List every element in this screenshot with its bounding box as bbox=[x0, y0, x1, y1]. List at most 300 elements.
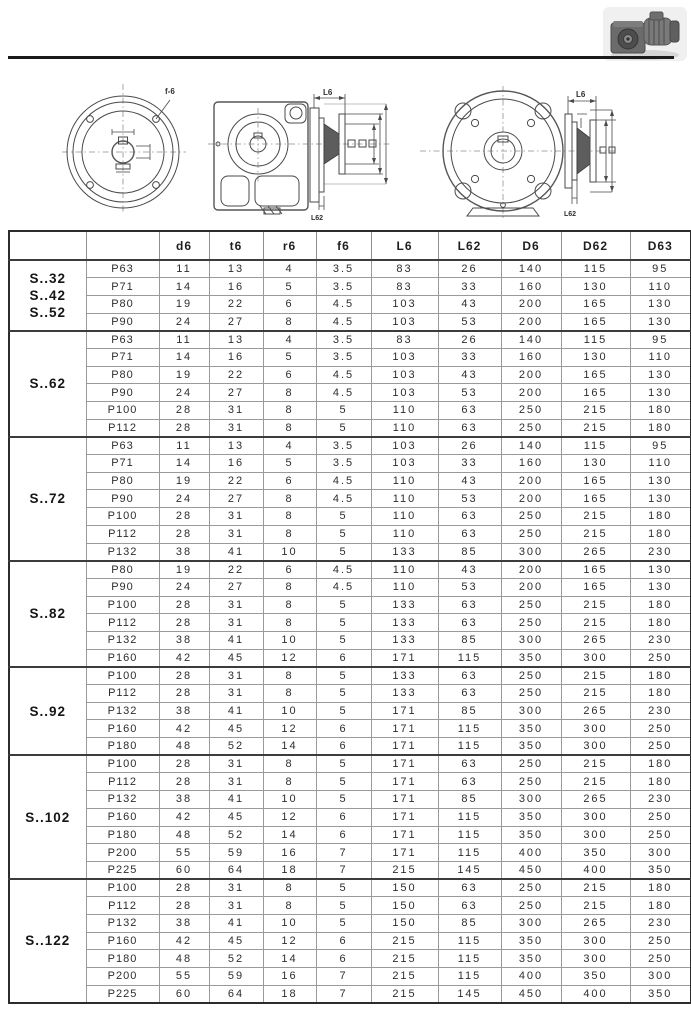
dim-value-cell: 300 bbox=[561, 720, 630, 738]
dim-value-cell: 450 bbox=[501, 861, 561, 879]
dim-value-cell: 22 bbox=[209, 366, 263, 384]
dim-value-cell: 83 bbox=[371, 260, 438, 278]
dim-value-cell: 14 bbox=[263, 738, 316, 756]
dim-value-cell: 3.5 bbox=[316, 331, 371, 349]
motor-size-cell: P180 bbox=[86, 738, 159, 756]
dim-value-cell: 165 bbox=[561, 384, 630, 402]
dim-value-cell: 13 bbox=[209, 331, 263, 349]
dim-value-cell: 3.5 bbox=[316, 260, 371, 278]
table-row bbox=[9, 455, 691, 473]
dim-value-cell: 38 bbox=[159, 631, 209, 649]
motor-size-cell: P112 bbox=[86, 419, 159, 437]
series-label-0: S..32 S..42 S..52 bbox=[9, 260, 86, 331]
dim-value-cell: 140 bbox=[501, 260, 561, 278]
dim-value-cell: 5 bbox=[316, 685, 371, 703]
dim-value-cell: 12 bbox=[263, 932, 316, 950]
dim-value-cell: 8 bbox=[263, 578, 316, 596]
dim-value-cell: 55 bbox=[159, 968, 209, 986]
dim-value-cell: 180 bbox=[630, 614, 691, 632]
dim-value-cell: 4 bbox=[263, 331, 316, 349]
dim-value-cell: 350 bbox=[630, 861, 691, 879]
shaft-bore-detail bbox=[112, 129, 150, 172]
dim-value-cell: 171 bbox=[371, 826, 438, 844]
dim-value-cell: 22 bbox=[209, 561, 263, 579]
dim-value-cell: 42 bbox=[159, 808, 209, 826]
dim-value-cell: 300 bbox=[561, 826, 630, 844]
dim-value-cell: 110 bbox=[630, 455, 691, 473]
dim-value-cell: 215 bbox=[561, 508, 630, 526]
dim-value-cell: 5 bbox=[263, 278, 316, 296]
dim-label-l6: L6 bbox=[576, 90, 586, 99]
dim-value-cell: 300 bbox=[561, 808, 630, 826]
dim-value-cell: 230 bbox=[630, 702, 691, 720]
dim-value-cell: 31 bbox=[209, 667, 263, 685]
dim-value-cell: 165 bbox=[561, 490, 630, 508]
dim-value-cell: 110 bbox=[371, 525, 438, 543]
motor-size-cell: P180 bbox=[86, 950, 159, 968]
dim-value-cell: 28 bbox=[159, 773, 209, 791]
dim-value-cell: 28 bbox=[159, 614, 209, 632]
bolt-hole-label: f-6 bbox=[165, 87, 175, 96]
motor-size-cell: P160 bbox=[86, 808, 159, 826]
dim-value-cell: 5 bbox=[316, 702, 371, 720]
dim-value-cell: 7 bbox=[316, 985, 371, 1003]
dim-value-cell: 110 bbox=[630, 348, 691, 366]
dim-value-cell: 6 bbox=[263, 472, 316, 490]
dim-value-cell: 265 bbox=[561, 791, 630, 809]
dim-value-cell: 31 bbox=[209, 596, 263, 614]
dim-value-cell: 6 bbox=[316, 932, 371, 950]
dim-value-cell: 140 bbox=[501, 437, 561, 455]
dim-value-cell: 5 bbox=[316, 667, 371, 685]
dim-value-cell: 250 bbox=[630, 738, 691, 756]
dim-value-cell: 250 bbox=[501, 596, 561, 614]
dim-value-cell: 115 bbox=[561, 437, 630, 455]
motor-size-cell: P100 bbox=[86, 667, 159, 685]
dim-value-cell: 250 bbox=[501, 773, 561, 791]
dim-value-cell: 13 bbox=[209, 437, 263, 455]
motor-size-cell: P63 bbox=[86, 260, 159, 278]
dim-value-cell: 83 bbox=[371, 331, 438, 349]
dim-value-cell: 6 bbox=[316, 808, 371, 826]
dim-value-cell: 31 bbox=[209, 897, 263, 915]
dim-value-cell: 165 bbox=[561, 295, 630, 313]
dim-value-cell: 8 bbox=[263, 490, 316, 508]
dim-value-cell: 171 bbox=[371, 720, 438, 738]
dim-value-cell: 165 bbox=[561, 313, 630, 331]
dim-value-cell: 115 bbox=[438, 844, 501, 862]
dim-value-cell: 115 bbox=[438, 932, 501, 950]
dim-value-cell: 41 bbox=[209, 791, 263, 809]
dim-value-cell: 200 bbox=[501, 490, 561, 508]
dimension-lines bbox=[311, 88, 388, 222]
col-header-r6: r6 bbox=[263, 231, 316, 260]
dim-value-cell: 63 bbox=[438, 897, 501, 915]
dim-value-cell: 265 bbox=[561, 631, 630, 649]
dim-value-cell: 160 bbox=[501, 278, 561, 296]
dim-value-cell: 53 bbox=[438, 384, 501, 402]
dim-value-cell: 52 bbox=[209, 950, 263, 968]
table-row bbox=[9, 667, 691, 685]
dim-label-l62: L62 bbox=[311, 215, 324, 222]
dim-value-cell: 150 bbox=[371, 897, 438, 915]
dim-value-cell: 103 bbox=[371, 348, 438, 366]
dim-value-cell: 48 bbox=[159, 826, 209, 844]
table-row bbox=[9, 914, 691, 932]
dim-value-cell: 8 bbox=[263, 402, 316, 420]
dim-value-cell: 85 bbox=[438, 631, 501, 649]
series-label-5: S..102 bbox=[9, 755, 86, 879]
table-row bbox=[9, 437, 691, 455]
table-row bbox=[9, 366, 691, 384]
dim-value-cell: 8 bbox=[263, 596, 316, 614]
dim-value-cell: 300 bbox=[561, 932, 630, 950]
dim-value-cell: 350 bbox=[501, 720, 561, 738]
dim-value-cell: 350 bbox=[501, 826, 561, 844]
gearbox-body bbox=[214, 102, 308, 214]
dim-value-cell: 103 bbox=[371, 295, 438, 313]
motor-size-cell: P132 bbox=[86, 791, 159, 809]
dim-value-cell: 8 bbox=[263, 419, 316, 437]
dim-value-cell: 42 bbox=[159, 932, 209, 950]
dim-value-cell: 22 bbox=[209, 295, 263, 313]
series-label-4: S..92 bbox=[9, 667, 86, 755]
dim-value-cell: 28 bbox=[159, 879, 209, 897]
dim-value-cell: 16 bbox=[209, 278, 263, 296]
dim-value-cell: 103 bbox=[371, 366, 438, 384]
dim-value-cell: 8 bbox=[263, 614, 316, 632]
table-row bbox=[9, 278, 691, 296]
table-row bbox=[9, 755, 691, 773]
motor-size-cell: P63 bbox=[86, 331, 159, 349]
dim-value-cell: 215 bbox=[371, 861, 438, 879]
dim-value-cell: 150 bbox=[371, 914, 438, 932]
dim-value-cell: 10 bbox=[263, 702, 316, 720]
dim-value-cell: 5 bbox=[316, 402, 371, 420]
dim-value-cell: 53 bbox=[438, 313, 501, 331]
dim-value-cell: 171 bbox=[371, 649, 438, 667]
dim-value-cell: 4.5 bbox=[316, 472, 371, 490]
dim-value-cell: 26 bbox=[438, 437, 501, 455]
dim-value-cell: 300 bbox=[501, 702, 561, 720]
dim-value-cell: 60 bbox=[159, 985, 209, 1003]
dim-value-cell: 110 bbox=[371, 578, 438, 596]
dim-value-cell: 300 bbox=[501, 631, 561, 649]
dim-value-cell: 63 bbox=[438, 402, 501, 420]
dimension-table bbox=[8, 230, 691, 1004]
dim-value-cell: 7 bbox=[316, 844, 371, 862]
motor-size-cell: P90 bbox=[86, 384, 159, 402]
dim-value-cell: 24 bbox=[159, 313, 209, 331]
dim-value-cell: 110 bbox=[630, 278, 691, 296]
dim-value-cell: 8 bbox=[263, 897, 316, 915]
dim-value-cell: 5 bbox=[316, 897, 371, 915]
gearbox-side-view-drawing bbox=[208, 84, 392, 222]
dim-value-cell: 171 bbox=[371, 702, 438, 720]
dim-value-cell: 16 bbox=[263, 968, 316, 986]
dim-value-cell: 180 bbox=[630, 525, 691, 543]
dim-value-cell: 350 bbox=[501, 808, 561, 826]
table-row bbox=[9, 932, 691, 950]
dim-value-cell: 16 bbox=[263, 844, 316, 862]
dim-value-cell: 4 bbox=[263, 437, 316, 455]
dim-value-cell: 250 bbox=[501, 419, 561, 437]
col-header-blank-0 bbox=[9, 231, 86, 260]
dim-value-cell: 52 bbox=[209, 826, 263, 844]
dim-value-cell: 10 bbox=[263, 914, 316, 932]
dim-value-cell: 28 bbox=[159, 419, 209, 437]
motor-size-cell: P132 bbox=[86, 914, 159, 932]
dim-value-cell: 31 bbox=[209, 773, 263, 791]
dim-value-cell: 265 bbox=[561, 914, 630, 932]
dim-value-cell: 250 bbox=[501, 667, 561, 685]
dim-value-cell: 8 bbox=[263, 685, 316, 703]
table-row bbox=[9, 578, 691, 596]
dim-value-cell: 59 bbox=[209, 844, 263, 862]
dim-value-cell: 18 bbox=[263, 985, 316, 1003]
dim-value-cell: 110 bbox=[371, 508, 438, 526]
dim-value-cell: 115 bbox=[438, 968, 501, 986]
dim-value-cell: 160 bbox=[501, 348, 561, 366]
table-row bbox=[9, 685, 691, 703]
dim-value-cell: 6 bbox=[263, 366, 316, 384]
dim-value-cell: 24 bbox=[159, 384, 209, 402]
dim-value-cell: 5 bbox=[316, 614, 371, 632]
dim-value-cell: 11 bbox=[159, 260, 209, 278]
series-label-1: S..62 bbox=[9, 331, 86, 437]
table-row bbox=[9, 968, 691, 986]
table-header bbox=[9, 231, 691, 260]
dim-value-cell: 130 bbox=[630, 313, 691, 331]
dim-value-cell: 300 bbox=[561, 950, 630, 968]
table-body bbox=[9, 260, 691, 1003]
dim-value-cell: 160 bbox=[501, 455, 561, 473]
motor-size-cell: P112 bbox=[86, 685, 159, 703]
dim-value-cell: 12 bbox=[263, 720, 316, 738]
dim-value-cell: 5 bbox=[316, 543, 371, 561]
dim-value-cell: 180 bbox=[630, 508, 691, 526]
dim-value-cell: 8 bbox=[263, 879, 316, 897]
dim-value-cell: 4.5 bbox=[316, 313, 371, 331]
dim-value-cell: 42 bbox=[159, 720, 209, 738]
dim-value-cell: 26 bbox=[438, 260, 501, 278]
gearbox-front-view-drawing bbox=[418, 84, 622, 222]
dim-value-cell: 300 bbox=[561, 649, 630, 667]
col-header-blank-1 bbox=[86, 231, 159, 260]
dim-value-cell: 450 bbox=[501, 985, 561, 1003]
dim-value-cell: 31 bbox=[209, 419, 263, 437]
dim-value-cell: 6 bbox=[316, 720, 371, 738]
dim-value-cell: 41 bbox=[209, 631, 263, 649]
dim-value-cell: 31 bbox=[209, 879, 263, 897]
dim-value-cell: 115 bbox=[438, 649, 501, 667]
dim-value-cell: 28 bbox=[159, 755, 209, 773]
motor-size-cell: P225 bbox=[86, 985, 159, 1003]
dim-label-l62: L62 bbox=[564, 211, 577, 218]
motor-size-cell: P63 bbox=[86, 437, 159, 455]
dim-value-cell: 14 bbox=[159, 278, 209, 296]
col-header-d6: d6 bbox=[159, 231, 209, 260]
dim-value-cell: 171 bbox=[371, 844, 438, 862]
dim-value-cell: 6 bbox=[316, 738, 371, 756]
dim-value-cell: 180 bbox=[630, 755, 691, 773]
table-row bbox=[9, 950, 691, 968]
table-row bbox=[9, 508, 691, 526]
dim-value-cell: 45 bbox=[209, 932, 263, 950]
dim-value-cell: 63 bbox=[438, 755, 501, 773]
dim-value-cell: 110 bbox=[371, 402, 438, 420]
table-row bbox=[9, 826, 691, 844]
dim-value-cell: 133 bbox=[371, 667, 438, 685]
dim-value-cell: 52 bbox=[209, 738, 263, 756]
motor-size-cell: P90 bbox=[86, 490, 159, 508]
dim-value-cell: 33 bbox=[438, 455, 501, 473]
dim-value-cell: 400 bbox=[561, 985, 630, 1003]
dim-value-cell: 3.5 bbox=[316, 348, 371, 366]
dim-value-cell: 130 bbox=[630, 472, 691, 490]
dim-value-cell: 400 bbox=[501, 968, 561, 986]
table-row bbox=[9, 649, 691, 667]
dim-value-cell: 12 bbox=[263, 808, 316, 826]
dim-value-cell: 43 bbox=[438, 295, 501, 313]
motor-size-cell: P112 bbox=[86, 897, 159, 915]
dim-value-cell: 250 bbox=[630, 649, 691, 667]
motor-size-cell: P90 bbox=[86, 578, 159, 596]
dim-value-cell: 31 bbox=[209, 614, 263, 632]
dim-value-cell: 31 bbox=[209, 402, 263, 420]
dim-value-cell: 171 bbox=[371, 808, 438, 826]
dim-value-cell: 11 bbox=[159, 437, 209, 455]
dim-value-cell: 250 bbox=[501, 685, 561, 703]
dim-value-cell: 5 bbox=[316, 508, 371, 526]
dim-value-cell: 8 bbox=[263, 384, 316, 402]
series-label-6: S..122 bbox=[9, 879, 86, 1003]
table-row bbox=[9, 844, 691, 862]
motor-size-cell: P100 bbox=[86, 755, 159, 773]
dim-value-cell: 63 bbox=[438, 508, 501, 526]
dim-value-cell: 180 bbox=[630, 419, 691, 437]
dim-value-cell: 265 bbox=[561, 543, 630, 561]
dim-value-cell: 3.5 bbox=[316, 437, 371, 455]
series-label-2: S..72 bbox=[9, 437, 86, 561]
table-row bbox=[9, 773, 691, 791]
motor-size-cell: P132 bbox=[86, 631, 159, 649]
dim-value-cell: 63 bbox=[438, 685, 501, 703]
motor-size-cell: P225 bbox=[86, 861, 159, 879]
dim-value-cell: 200 bbox=[501, 472, 561, 490]
dim-value-cell: 215 bbox=[561, 614, 630, 632]
dim-value-cell: 215 bbox=[371, 950, 438, 968]
dim-value-cell: 31 bbox=[209, 755, 263, 773]
dim-value-cell: 85 bbox=[438, 543, 501, 561]
dim-value-cell: 3.5 bbox=[316, 455, 371, 473]
dim-value-cell: 215 bbox=[561, 667, 630, 685]
dim-value-cell: 27 bbox=[209, 313, 263, 331]
dim-value-cell: 7 bbox=[316, 861, 371, 879]
dim-value-cell: 43 bbox=[438, 561, 501, 579]
dim-value-cell: 133 bbox=[371, 596, 438, 614]
dim-value-cell: 11 bbox=[159, 331, 209, 349]
dim-value-cell: 150 bbox=[371, 879, 438, 897]
dim-value-cell: 48 bbox=[159, 738, 209, 756]
dim-value-cell: 45 bbox=[209, 720, 263, 738]
dim-value-cell: 6 bbox=[316, 950, 371, 968]
dim-value-cell: 180 bbox=[630, 879, 691, 897]
motor-size-cell: P100 bbox=[86, 508, 159, 526]
dim-value-cell: 6 bbox=[263, 561, 316, 579]
dim-value-cell: 24 bbox=[159, 490, 209, 508]
dim-value-cell: 115 bbox=[438, 738, 501, 756]
dim-value-cell: 27 bbox=[209, 578, 263, 596]
motor-size-cell: P160 bbox=[86, 932, 159, 950]
dim-value-cell: 85 bbox=[438, 791, 501, 809]
dim-value-cell: 85 bbox=[438, 702, 501, 720]
table-row bbox=[9, 402, 691, 420]
dim-value-cell: 24 bbox=[159, 578, 209, 596]
dim-value-cell: 103 bbox=[371, 455, 438, 473]
dim-value-cell: 16 bbox=[209, 455, 263, 473]
col-header-D63: D63 bbox=[630, 231, 691, 260]
dim-value-cell: 5 bbox=[316, 791, 371, 809]
dim-value-cell: 171 bbox=[371, 791, 438, 809]
dim-value-cell: 200 bbox=[501, 313, 561, 331]
motor-size-cell: P132 bbox=[86, 702, 159, 720]
dim-value-cell: 4.5 bbox=[316, 366, 371, 384]
dim-value-cell: 200 bbox=[501, 578, 561, 596]
dim-value-cell: 5 bbox=[263, 455, 316, 473]
table-row bbox=[9, 260, 691, 278]
dim-value-cell: 230 bbox=[630, 791, 691, 809]
dim-value-cell: 115 bbox=[438, 720, 501, 738]
table-row bbox=[9, 985, 691, 1003]
dim-value-cell: 14 bbox=[159, 348, 209, 366]
dim-value-cell: 140 bbox=[501, 331, 561, 349]
dim-value-cell: 215 bbox=[561, 525, 630, 543]
table-row bbox=[9, 561, 691, 579]
dim-value-cell: 38 bbox=[159, 791, 209, 809]
dim-value-cell: 7 bbox=[316, 968, 371, 986]
dim-value-cell: 28 bbox=[159, 897, 209, 915]
dim-value-cell: 250 bbox=[630, 808, 691, 826]
dim-value-cell: 5 bbox=[316, 525, 371, 543]
motor-size-cell: P112 bbox=[86, 525, 159, 543]
motor-size-cell: P160 bbox=[86, 649, 159, 667]
motor-size-cell: P100 bbox=[86, 596, 159, 614]
motor-size-cell: P132 bbox=[86, 543, 159, 561]
dim-value-cell: 38 bbox=[159, 543, 209, 561]
motor-size-cell: P90 bbox=[86, 313, 159, 331]
dim-value-cell: 130 bbox=[630, 384, 691, 402]
dim-value-cell: 200 bbox=[501, 295, 561, 313]
dim-value-cell: 133 bbox=[371, 631, 438, 649]
dim-value-cell: 130 bbox=[630, 561, 691, 579]
dim-label-l6: L6 bbox=[323, 88, 333, 97]
dim-value-cell: 110 bbox=[371, 472, 438, 490]
dim-value-cell: 10 bbox=[263, 791, 316, 809]
dim-value-cell: 19 bbox=[159, 295, 209, 313]
dim-value-cell: 60 bbox=[159, 861, 209, 879]
dim-value-cell: 31 bbox=[209, 508, 263, 526]
table-row bbox=[9, 631, 691, 649]
dim-value-cell: 250 bbox=[501, 508, 561, 526]
dim-value-cell: 300 bbox=[501, 791, 561, 809]
table-row bbox=[9, 525, 691, 543]
dim-value-cell: 215 bbox=[561, 402, 630, 420]
header-row bbox=[9, 231, 691, 260]
dim-value-cell: 200 bbox=[501, 384, 561, 402]
dim-value-cell: 171 bbox=[371, 773, 438, 791]
table-row bbox=[9, 295, 691, 313]
